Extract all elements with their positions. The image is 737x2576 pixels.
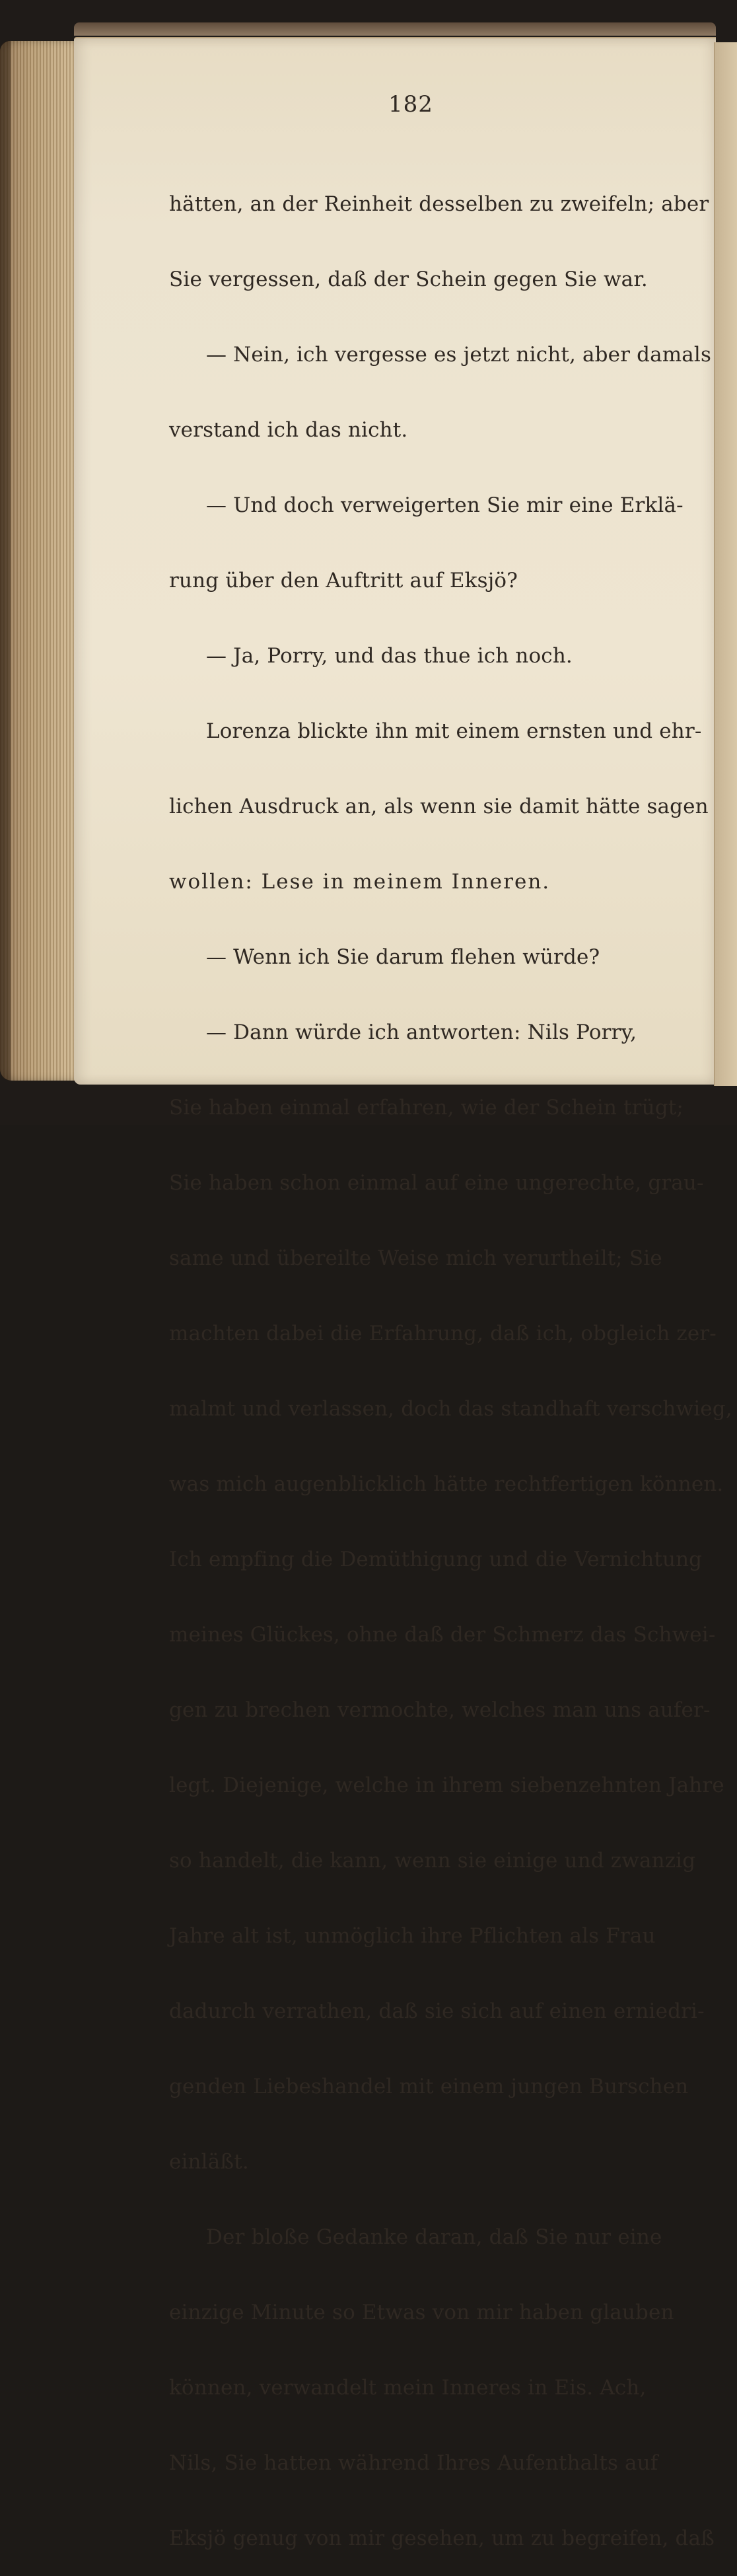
text-line: — Nein, ich vergesse es jetzt nicht, aber damals [206, 343, 712, 367]
text-line: same und übereilte Weise mich verurtheilt; Sie [169, 1246, 662, 1270]
text-line: genden Liebeshandel mit einem jungen Burschen [169, 2075, 689, 2098]
text-line: können, verwandelt mein Inneres in Eis. Ach, [169, 2376, 647, 2400]
text-line: — Wenn ich Sie darum flehen würde? [206, 945, 600, 969]
text-line: hätten, an der Reinheit desselben zu zweifeln; aber [169, 192, 709, 216]
text-line: machten dabei die Erfahrung, daß ich, obgleich zer- [169, 1322, 717, 1345]
text-line: gen zu brechen vermochte, welches man uns aufer- [169, 1698, 711, 1722]
text-line: rung über den Auftritt auf Eksjö? [169, 569, 518, 592]
text-line: Lorenza blickte ihn mit einem ernsten und ehr- [206, 719, 702, 743]
text-line: Jahre alt ist, unmöglich ihre Pflichten als Frau [169, 1924, 656, 1948]
book-spine-shadow [0, 41, 11, 1081]
text-line: Sie vergessen, daß der Schein gegen Sie war. [169, 268, 648, 291]
text-line: Eksjö genug von mir gesehen, um zu begreifen, daß [169, 2526, 715, 2550]
text-line: — Ja, Porry, und das thue ich noch. [206, 644, 573, 668]
text-line: dadurch verrathen, daß sie sich auf einen erniedri- [169, 1999, 705, 2023]
text-line: einläßt. [169, 2150, 249, 2174]
next-page-edge [714, 42, 737, 1086]
text-line: legt. Diejenige, welche in ihrem siebenzehnten Jahre [169, 1773, 724, 1797]
text-line: meines Glückes, ohne daß der Schmerz das Schwei- [169, 1623, 716, 1647]
text-line: Sie haben einmal erfahren, wie der Schein trügt; [169, 1096, 684, 1120]
page-number: 182 [388, 91, 433, 118]
text-line: — Dann würde ich antworten: Nils Porry, [206, 1020, 637, 1044]
text-line: lichen Ausdruck an, als wenn sie damit hätte sagen [169, 795, 709, 818]
book-top-edge [74, 22, 716, 36]
text-line: malmt und verlassen, doch das standhaft verschwieg, [169, 1397, 732, 1421]
page-text [169, 141, 732, 2576]
text-line: — Und doch verweigerten Sie mir eine Erklä- [206, 493, 684, 517]
text-line: Nils, Sie hatten während Ihres Aufenthalts auf [169, 2451, 658, 2475]
text-line: was mich augenblicklich hätte rechtfertigen können. [169, 1472, 724, 1496]
text-line: Der bloße Gedanke daran, daß Sie nur eine [206, 2225, 662, 2249]
text-line: einzige Minute so Etwas von mir haben glauben [169, 2301, 674, 2324]
text-line: so handelt, die kann, wenn sie einige und zwanzig [169, 1849, 696, 1873]
text-line: wollen: Lese in meinem Inneren. [169, 870, 551, 894]
text-line: Ich empfing die Demüthigung und die Vernichtung [169, 1548, 703, 1571]
text-line: Sie haben schon einmal auf eine ungerechte, grau- [169, 1171, 704, 1195]
text-line: verstand ich das nicht. [169, 418, 408, 442]
